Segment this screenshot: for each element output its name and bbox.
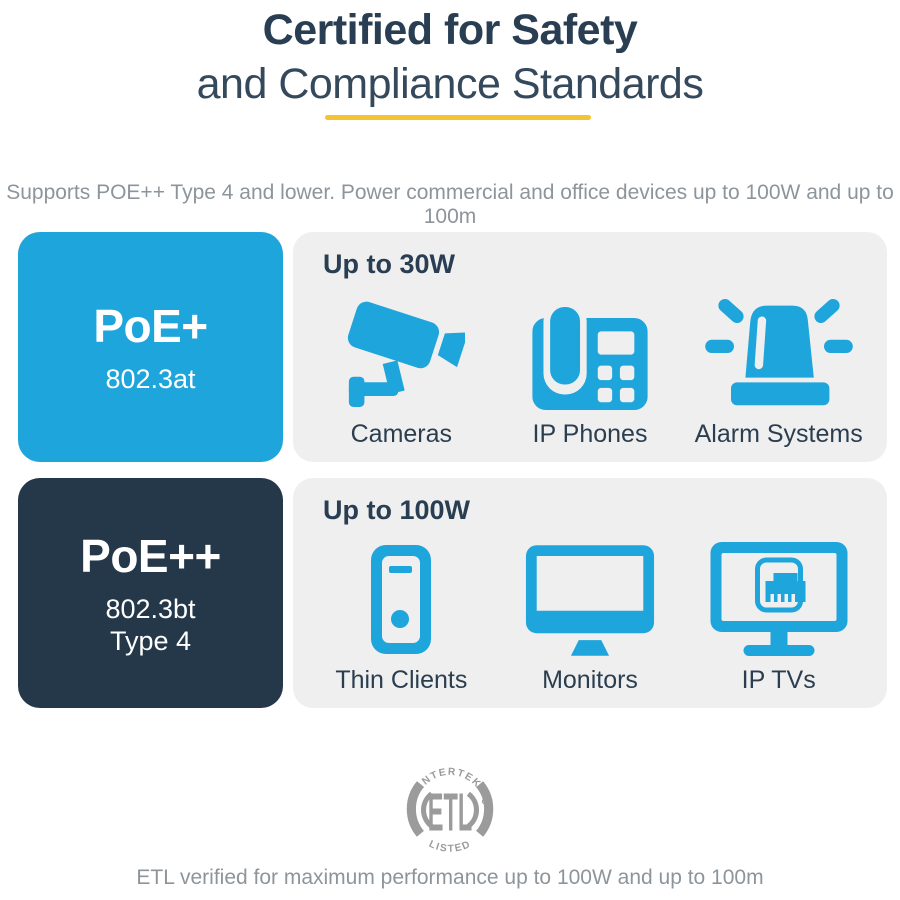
device-thin-clients — [307, 528, 496, 695]
poe-plus-plus-badge — [18, 478, 283, 708]
badge-standard: 802.3at — [105, 363, 196, 394]
etl-mark-center-text: ETL — [427, 781, 473, 843]
power-rating-label: Up to 100W — [323, 495, 471, 525]
poe-plus-row — [0, 232, 900, 462]
subtitle-text: Supports POE++ Type 4 and lower. Power commercial and office devices up to 100W and up to 100m — [6, 181, 894, 228]
device-monitors — [496, 528, 685, 695]
device-label: IP TVs — [741, 666, 816, 694]
device-ip-tvs — [684, 528, 873, 695]
etl-certification-mark — [394, 753, 506, 865]
device-alarm-systems — [684, 282, 873, 449]
badge-name: PoE+ — [93, 299, 208, 352]
badge-standard: 802.3bt — [105, 593, 196, 624]
ip-phone-icon — [529, 297, 651, 410]
etl-verification-note: ETL verified for maximum performance up to 100W and up to 100m — [136, 866, 764, 889]
ip-tv-icon — [706, 540, 852, 656]
poe-plus-panel — [293, 232, 887, 462]
page-title-line2: and Compliance Standards — [196, 60, 704, 108]
poe-plus-badge — [18, 232, 283, 462]
device-label: Monitors — [542, 666, 638, 694]
etl-mark-cm-text: CM — [481, 797, 493, 806]
badge-type: Type 4 — [109, 626, 192, 656]
etl-intertek-logo — [394, 753, 506, 865]
device-label: IP Phones — [532, 420, 648, 448]
device-label: Alarm Systems — [694, 420, 863, 448]
device-label: Thin Clients — [335, 666, 468, 694]
page-title-line1: Certified for Safety — [262, 6, 638, 54]
poe-plus-plus-row — [0, 478, 900, 708]
device-list — [307, 528, 873, 695]
device-list — [307, 282, 873, 449]
badge-name: PoE++ — [80, 529, 221, 582]
power-rating-label: Up to 30W — [323, 249, 455, 279]
title-underline — [325, 115, 591, 120]
poe-plus-plus-panel — [293, 478, 887, 708]
etl-mark-bottom-text: LISTED — [426, 838, 474, 855]
monitor-icon — [524, 543, 656, 656]
etl-mark-top-text: INTERTEK — [416, 766, 484, 791]
thin-client-icon — [366, 543, 436, 656]
alarm-siren-icon — [703, 296, 855, 410]
device-ip-phones — [496, 282, 685, 449]
security-camera-icon — [337, 296, 465, 410]
device-cameras — [307, 282, 496, 449]
device-label: Cameras — [350, 420, 453, 448]
